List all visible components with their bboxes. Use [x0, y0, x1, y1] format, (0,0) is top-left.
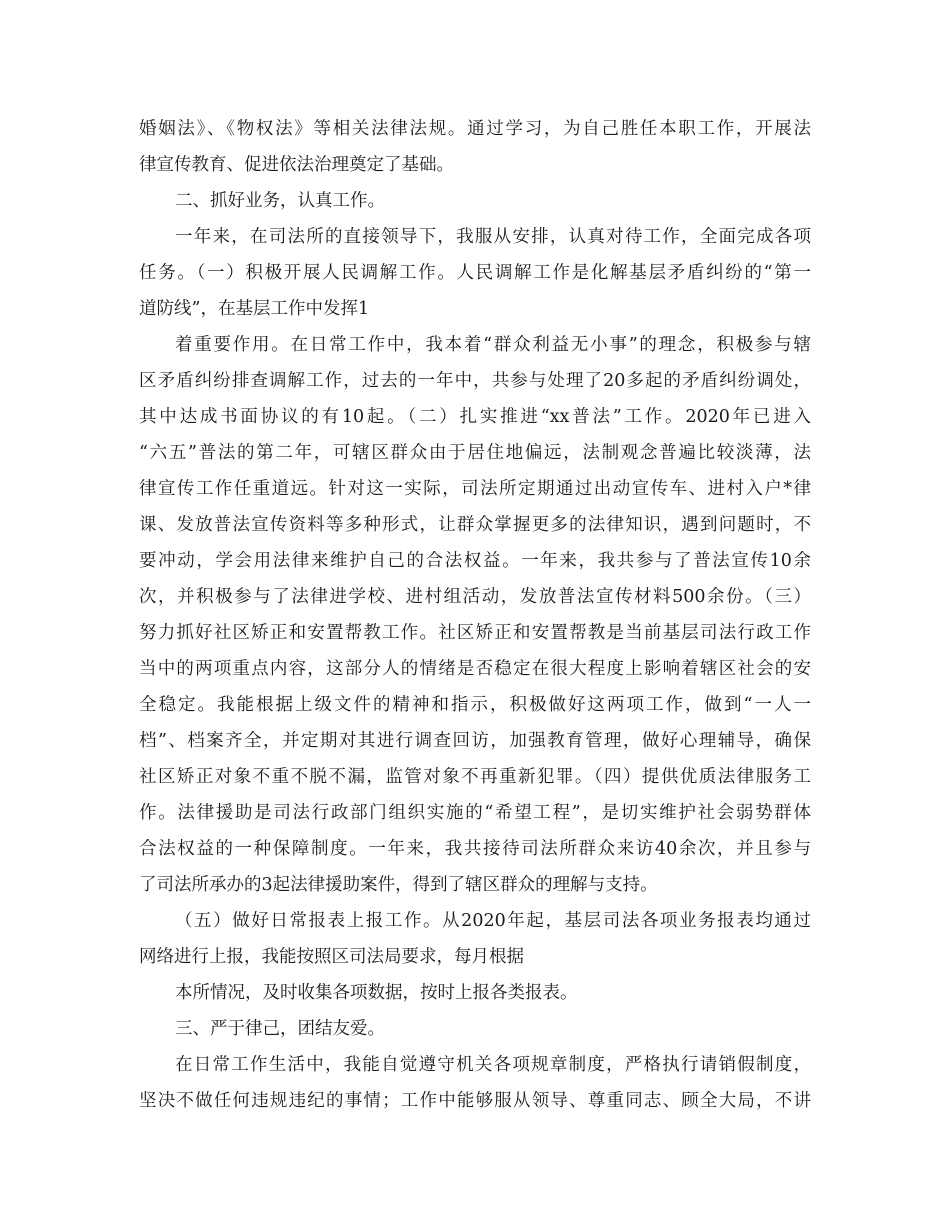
text-line: 区矛盾纠纷排查调解工作，过去的一年中，共参与处理了20多起的矛盾纠纷调处，	[139, 371, 811, 391]
text-line: “六五”普法的第二年，可辖区群众由于居住地偏远，法制观念普遍比较淡薄，法	[139, 443, 811, 463]
text-line: 次，并积极参与了法律进学校、进村组活动，发放普法宣传材料500余份。（三）	[139, 587, 811, 607]
text-line: 在日常工作生活中，我能自觉遵守机关各项规章制度，严格执行请销假制度，	[175, 1055, 811, 1075]
text-line: 本所情况，及时收集各项数据，按时上报各类报表。	[175, 983, 578, 1003]
text-line: 全稳定。我能根据上级文件的精神和指示，积极做好这两项工作，做到“一人一	[139, 695, 811, 715]
text-line: 任务。（一）积极开展人民调解工作。人民调解工作是化解基层矛盾纠纷的“第一	[139, 263, 811, 283]
text-line: 社区矫正对象不重不脱不漏，监管对象不再重新犯罪。（四）提供优质法律服务工	[139, 767, 811, 787]
text-line: 要冲动，学会用法律来维护自己的合法权益。一年来，我共参与了普法宣传10余	[139, 551, 811, 571]
section-heading: 二、抓好业务，认真工作。	[175, 191, 385, 211]
text-line: （五）做好日常报表上报工作。从2020年起，基层司法各项业务报表均通过	[175, 911, 811, 931]
text-line: 努力抓好社区矫正和安置帮教工作。社区矫正和安置帮教是当前基层司法行政工作	[139, 623, 811, 643]
text-line: 合法权益的一种保障制度。一年来，我共接待司法所群众来访40余次，并且参与	[139, 839, 811, 859]
text-line: 一年来，在司法所的直接领导下，我服从安排，认真对待工作，全面完成各项	[175, 227, 811, 247]
text-line: 课、发放普法宣传资料等多种形式，让群众掌握更多的法律知识，遇到问题时，不	[139, 515, 811, 535]
text-line: 坚决不做任何违规违纪的事情；工作中能够服从领导、尊重同志、顾全大局，不讲	[139, 1091, 811, 1111]
section-heading: 三、严于律己，团结友爱。	[175, 1019, 385, 1039]
text-line: 了司法所承办的3起法律援助案件，得到了辖区群众的理解与支持。	[139, 875, 658, 895]
text-line: 律宣传工作任重道远。针对这一实际，司法所定期通过出动宣传车、进村入户*律	[139, 479, 811, 499]
text-line: 当中的两项重点内容，这部分人的情绪是否稳定在很大程度上影响着辖区社会的安	[139, 659, 811, 679]
text-line: 律宣传教育、促进依法治理奠定了基础。	[139, 155, 454, 175]
text-line: 档”、档案齐全，并定期对其进行调查回访，加强教育管理，做好心理辅导，确保	[139, 731, 811, 751]
text-line: 婚姻法》、《物权法》等相关法律法规。通过学习，为自己胜任本职工作，开展法	[139, 119, 811, 139]
text-line: 着重要作用。在日常工作中，我本着“群众利益无小事”的理念，积极参与辖	[175, 335, 811, 355]
text-line: 道防线”，在基层工作中发挥1	[139, 299, 370, 319]
text-line: 作。法律援助是司法行政部门组织实施的“希望工程”，是切实维护社会弱势群体	[139, 803, 811, 823]
text-line: 其中达成书面协议的有10起。（二）扎实推进“xx普法”工作。2020年已进入	[139, 407, 811, 427]
text-line: 网络进行上报，我能按照区司法局要求，每月根据	[139, 947, 524, 967]
